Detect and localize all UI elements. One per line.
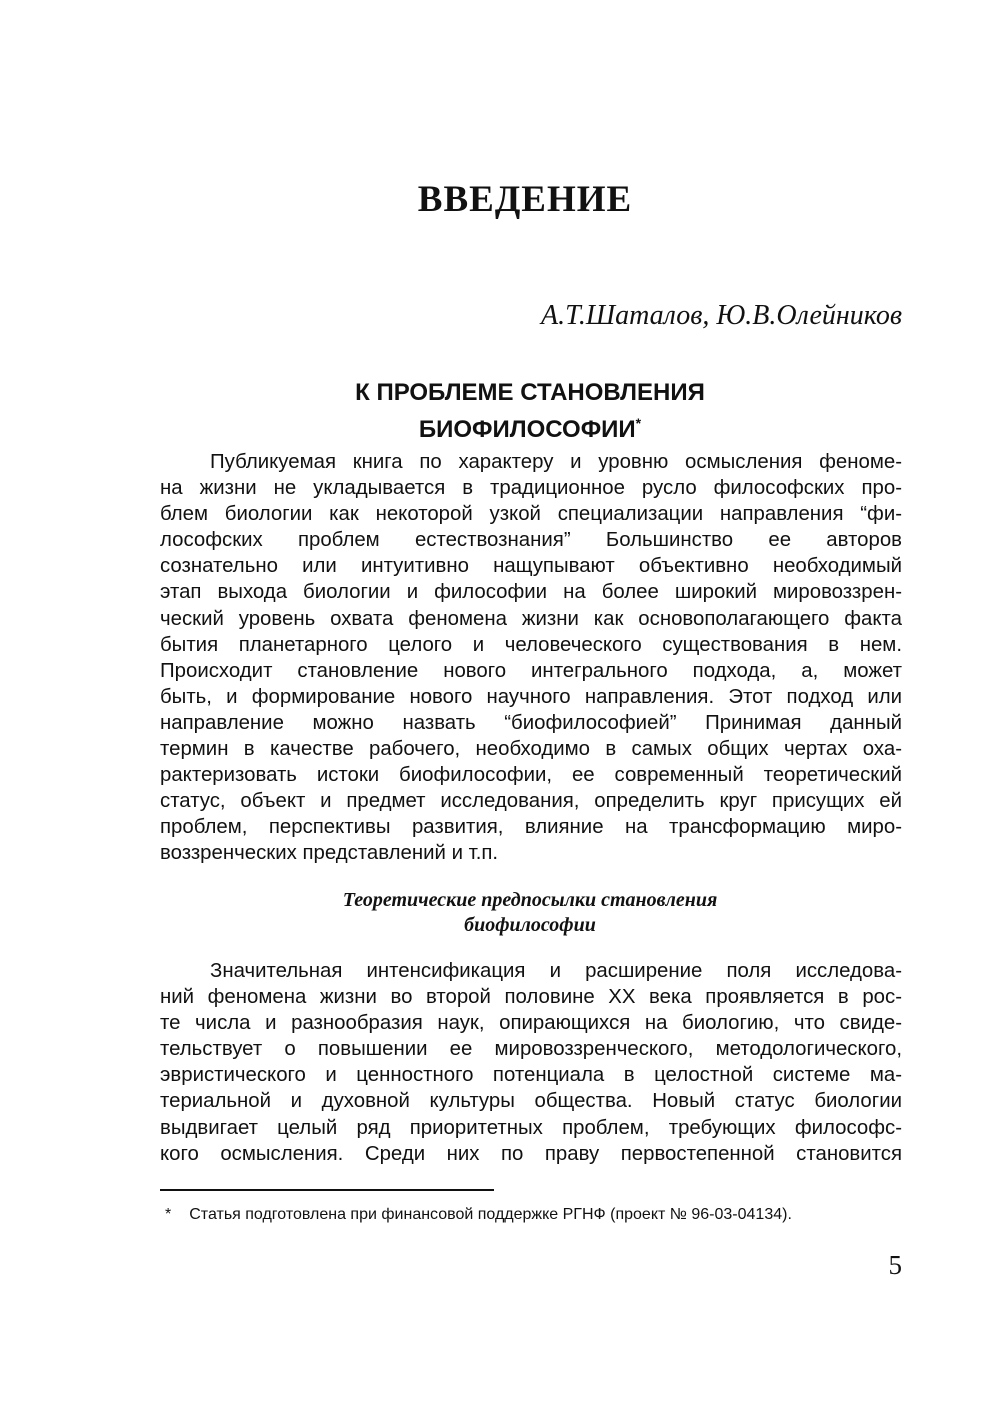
paragraph-line: тельствует о повышении ее мировоззренческого, методологического, [160,1038,902,1061]
paragraph-line: блем биологии как некоторой узкой специализации направления “фи- [160,503,902,526]
paragraph-line: кого осмысления. Среди них по праву первостепенной становится [160,1142,902,1165]
paragraph-line: те числа и разнообразия наук, опирающихся на биологию, что свиде- [160,1012,902,1035]
section-title: ВВЕДЕНИЕ [417,179,633,220]
subsection-heading-line: Теоретические предпосылки становления [342,889,718,911]
footnote-text: Статья подготовлена при финансовой поддержке РГНФ (проект № 96-03-04134). [189,1206,792,1223]
page-number: 5 [888,1250,902,1280]
footnote-mark: * [165,1206,172,1223]
paragraph-line: проблем, перспективы развития, влияние на трансформацию миро- [160,816,902,839]
paragraph-line: выдвигает целый ряд приоритетных проблем, требующих философс- [160,1116,902,1139]
footnote [165,1206,792,1224]
paragraph-line: этап выхода биологии и философии на более широкий мировоззрен- [160,581,902,604]
paragraph-line: ний феномена жизни во второй половине XX века проявляется в рос- [160,986,902,1009]
footnote-divider [160,1189,494,1191]
paragraph-line: термин в качестве рабочего, необходимо в самых общих чертах оха- [160,738,902,761]
article-title-line-text: БИОФИЛОСОФИИ [418,416,636,443]
paragraph-line: на жизни не укладывается в традиционное русло философских про- [160,477,902,500]
paragraph-line: сознательно или интуитивно нащупывают объективно необходимый [160,555,902,578]
paragraph-line: лософских проблем естествознания” Большинство ее авторов [160,529,902,552]
subsection-heading [160,888,900,938]
paragraph-line: воззренческих представлений и т.п. [160,842,499,865]
paragraph-line: рактеризовать истоки биофилософии, ее современный теоретический [160,764,902,787]
paragraph-line: эвристического и ценностного потенциала в целостной системе ма- [160,1064,902,1087]
article-title [160,378,900,445]
paragraph-line: Происходит становление нового интегрального подхода, а, может [160,659,902,682]
intro-paragraph [160,449,902,867]
subsection-heading-line: биофилософии [464,914,596,936]
paragraph-line: Публикуемая книга по характеру и уровню осмысления феноме- [210,451,902,473]
paragraph-line: Значительная интенсификация и расширение поля исследова- [210,960,902,982]
paragraph-line: териальной и духовной культуры общества. Новый статус биологии [160,1090,902,1113]
paragraph-line: быть, и формирование нового научного направления. Этот подход или [160,685,902,708]
paragraph-line: бытия планетарного целого и человеческого существования в нем. [160,633,902,656]
article-title-line: К ПРОБЛЕМЕ СТАНОВЛЕНИЯ [355,379,705,406]
body-paragraph [160,958,902,1167]
paragraph-line: направление можно назвать “биофилософией” Принимая данный [160,711,902,734]
paragraph-line: статус, объект и предмет исследования, определить круг присущих ей [160,790,902,813]
article-authors: А.Т.Шаталов, Ю.В.Олейников [540,300,902,331]
article-title-line [160,408,900,445]
footnote-reference-mark: * [635,415,642,431]
paragraph-line: ческий уровень охвата феномена жизни как основополагающего факта [160,607,902,630]
